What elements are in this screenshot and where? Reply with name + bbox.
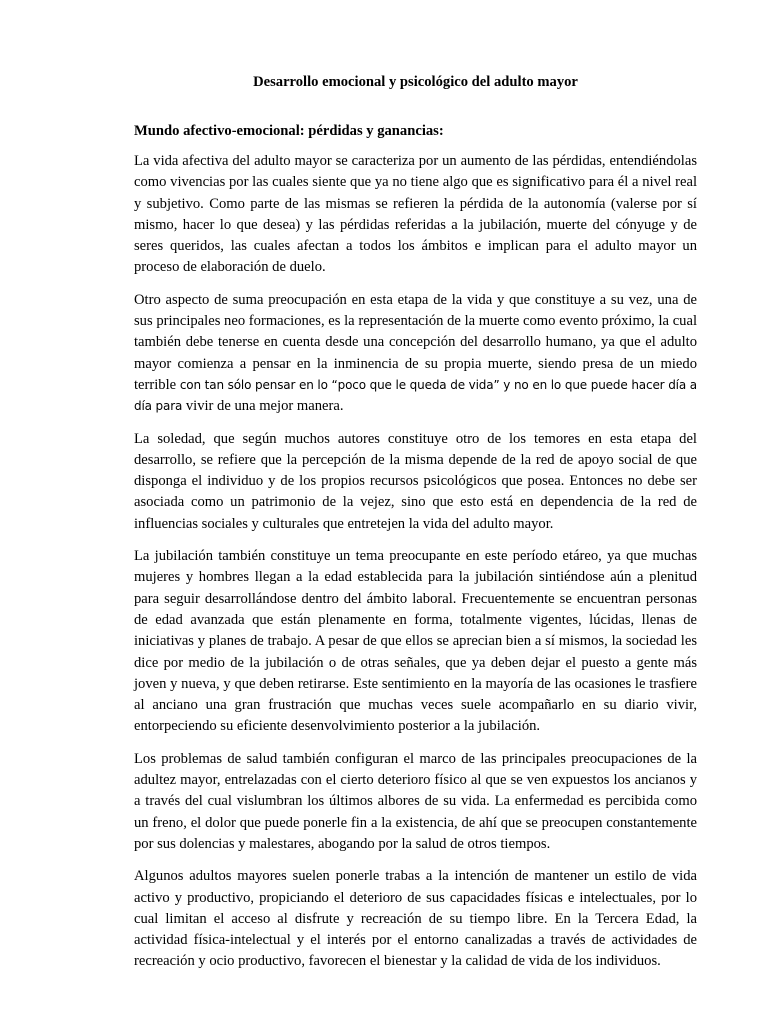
- document-title: Desarrollo emocional y psicológico del adulto mayor: [253, 74, 578, 90]
- paragraph: Los problemas de salud también configuran el marco de las principales preocupaciones de la adultez mayor, entrelazadas con el cierto deterioro físico al que se ven expuestos los ancianos y a través del cual vislumbran los últimos albores de su vida. La enfermedad es percibida como un freno, el dolor que puede ponerle fin a la existencia, de ahí que se preocupen constantemente por sus dolencias y malestares, abogando por la salud de otros tiempos.: [134, 750, 697, 852]
- paragraph: La soledad, que según muchos autores constituye otro de los temores en esta etapa del desarrollo, se refiere que la percepción de la misma depende de la red de apoyo social de que disponga el individuo y de los propios recursos psicológicos que posea. Entonces no debe ser asociada como un patrimonio de la vejez, sino que esto está en dependencia de la red de influencias sociales y culturales que entretejen la vida del adulto mayor.: [134, 430, 697, 532]
- paragraph: La vida afectiva del adulto mayor se caracteriza por un aumento de las pérdidas, entendiéndolas como vivencias por las cuales siente que ya no tiene algo que es significativo para él a nivel real y subjetivo. Como parte de las mismas se refieren la pérdida de la autonomía (valerse por sí mismo, hacer lo que desea) y las pérdidas referidas a la jubilación, muerte del cónyuge y de seres queridos, las cuales afectan a todos los ámbitos e implican para el adulto mayor un proceso de elaboración de duelo.: [134, 153, 697, 276]
- paragraph: Algunos adultos mayores suelen ponerle trabas a la intención de mantener un estilo de vida activo y productivo, propiciando el deterioro de sus capacidades físicas e intelectuales, por lo cual limitan el acceso al disfrute y recreación de su tiempo libre. En la Tercera Edad, la actividad física-intelectual y el interés por el entorno canalizadas a través de actividades de recreación y ocio productivo, favorecen el bienestar y la calidad de vida de los individuos.: [134, 868, 697, 970]
- paragraph: La jubilación también constituye un tema preocupante en este período etáreo, ya que muchas mujeres y hombres llegan a la edad establecida para la jubilación sintiéndose aún a plenitud para seguir desarrollándose dentro del ámbito laboral. Frecuentemente se encuentran personas de edad avanzada que están plenamente en forma, totalmente vigentes, lúcidas, llenas de iniciativas y planes de trabajo. A pesar de que ellos se aprecian bien a sí mismos, la sociedad les dice por medio de la jubilación o de otras señales, que ya deben dejar el puesto a gente más joven y nueva, y que deben retirarse. Este sentimiento en la mayoría de las ocasiones le trasfiere al anciano una gran frustración que muchas veces suele acompañarlo en su diario vivir, entorpeciendo su eficiente desenvolvimiento posterior a la jubilación.: [134, 548, 697, 735]
- document-body: [134, 72, 697, 984]
- paragraph: [134, 290, 697, 418]
- paragraph-text: vivir de una mejor manera.: [185, 398, 344, 415]
- paragraph-text: Otro aspecto de suma preocupación en esta etapa de la vida y que constituye a su vez, una de sus principales neo formaciones, es la representación de la muerte como evento próximo, la cual también debe tenerse en cuenta desde una concepción del desarrollo humano, ya que el adulto mayor comienza a pensar en la inminencia de su propia muerte, siendo presa de un miedo terrible: [134, 291, 697, 393]
- paragraph-text-alt-font: con tan sólo pensar en lo “poco que le queda de vida” y no en lo que puede hacer día a día para: [134, 377, 697, 414]
- section-heading: Mundo afectivo-emocional: pérdidas y ganancias:: [134, 123, 444, 139]
